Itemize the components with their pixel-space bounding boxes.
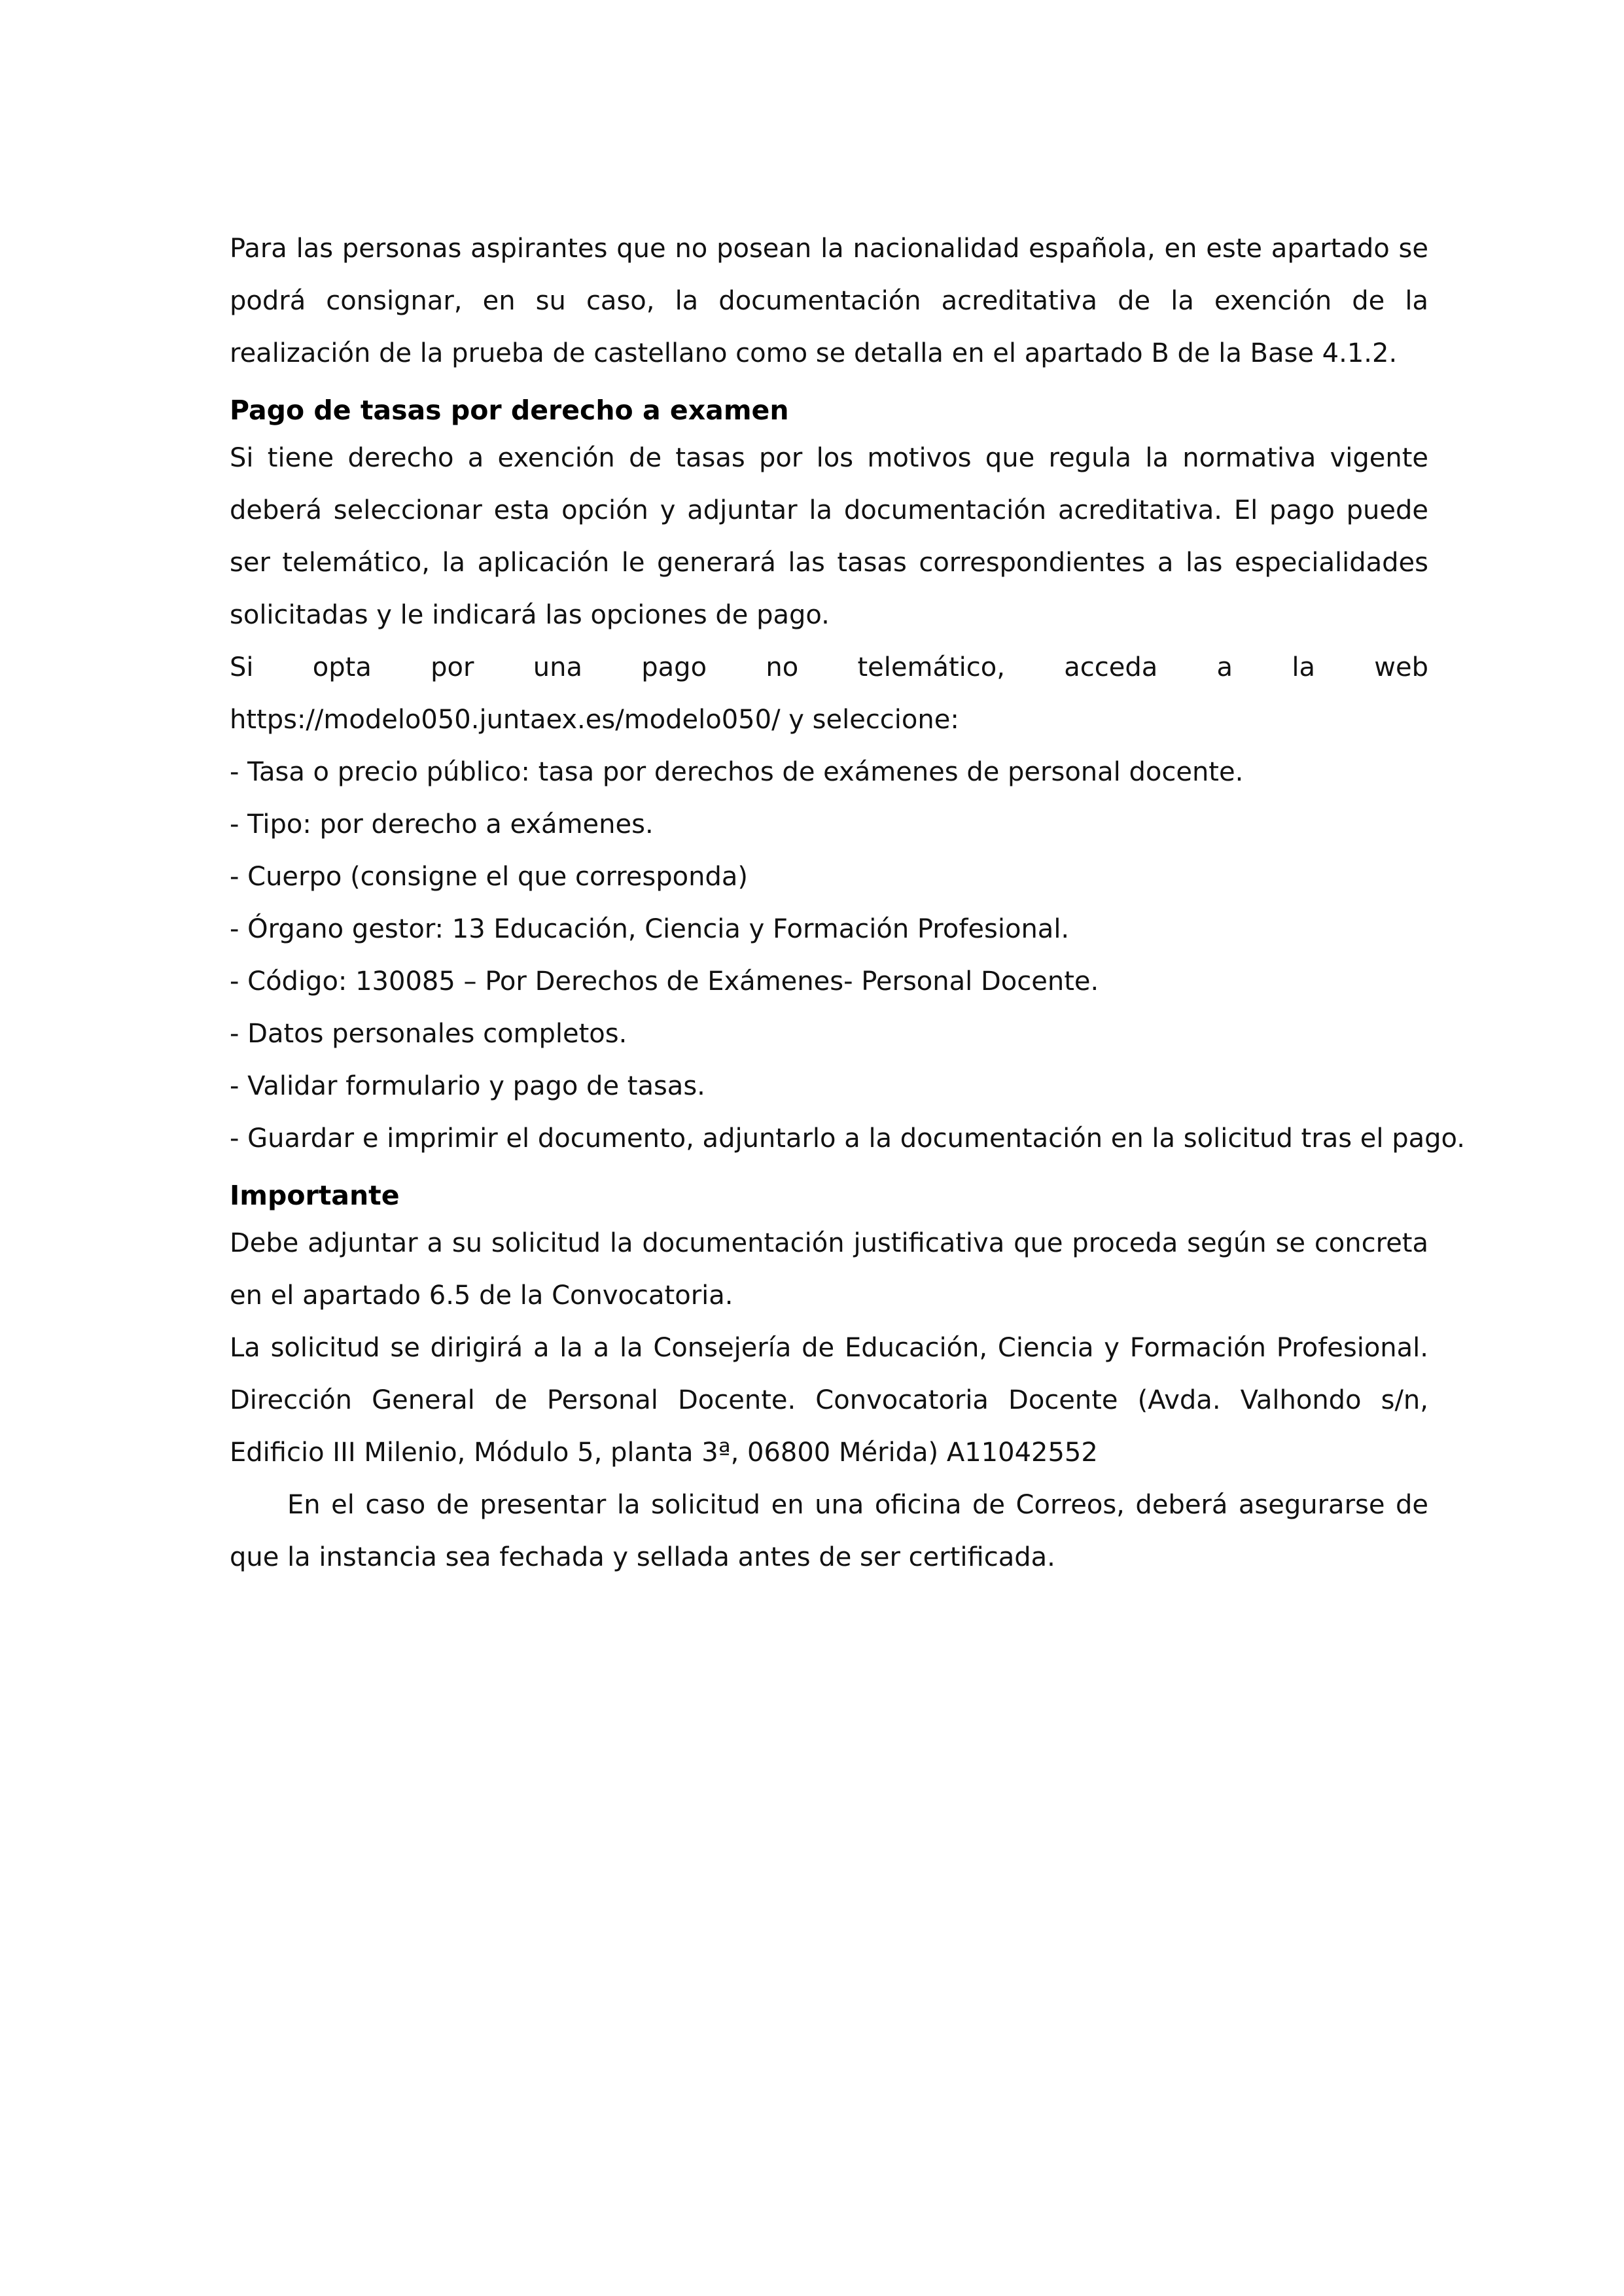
list-item: - Código: 130085 – Por Derechos de Exámenes- Personal Docente. — [230, 966, 1099, 997]
pago-paragraph-no-telematico: Si opta por una pago no telemático, acceda a la web https://modelo050.juntaex.es/modelo050/ y seleccione: — [230, 652, 1428, 735]
importante-paragraph-correos: En el caso de presentar la solicitud en una oficina de Correos, deberá asegurarse de que la instancia sea fechada y sellada antes de ser certificada. — [230, 1490, 1428, 1572]
list-item: - Guardar e imprimir el documento, adjuntarlo a la documentación en la solicitud tras el pago. — [230, 1123, 1465, 1154]
document-body — [230, 222, 1465, 1583]
list-item: - Validar formulario y pago de tasas. — [230, 1071, 705, 1101]
importante-paragraph-documentacion: Debe adjuntar a su solicitud la documentación justificativa que proceda según se concreta en el apartado 6.5 de la Convocatoria. — [230, 1228, 1428, 1311]
list-item: - Tipo: por derecho a exámenes. — [230, 809, 654, 839]
importante-heading: Importante — [230, 1180, 400, 1211]
list-item: - Órgano gestor: 13 Educación, Ciencia y Formación Profesional. — [230, 914, 1070, 944]
intro-paragraph: Para las personas aspirantes que no posean la nacionalidad española, en este apartado se podrá consignar, en su caso, la documentación acreditativa de la exención de la realización de la prueba de castellano como se detalla en el apartado B de la Base 4.1.2. — [230, 234, 1428, 368]
pago-steps-list — [230, 746, 1465, 1165]
list-item: - Cuerpo (consigne el que corresponda) — [230, 862, 748, 892]
list-item: - Datos personales completos. — [230, 1019, 627, 1049]
list-item: - Tasa o precio público: tasa por derechos de exámenes de personal docente. — [230, 757, 1244, 787]
pago-heading: Pago de tasas por derecho a examen — [230, 395, 789, 426]
pago-paragraph-exencion: Si tiene derecho a exención de tasas por los motivos que regula la normativa vigente deberá seleccionar esta opción y adjuntar la documentación acreditativa. El pago puede ser telemático, la aplicación le generará las tasas correspondientes a las especialidades solicitadas y le indicará las opciones de pago. — [230, 443, 1428, 630]
importante-paragraph-direccion: La solicitud se dirigirá a la a la Consejería de Educación, Ciencia y Formación Profesional. Dirección General de Personal Docente. Convocatoria Docente (Avda. Valhondo s/n, Edificio III Milenio, Módulo 5, planta 3ª, 06800 Mérida) A11042552 — [230, 1333, 1428, 1468]
